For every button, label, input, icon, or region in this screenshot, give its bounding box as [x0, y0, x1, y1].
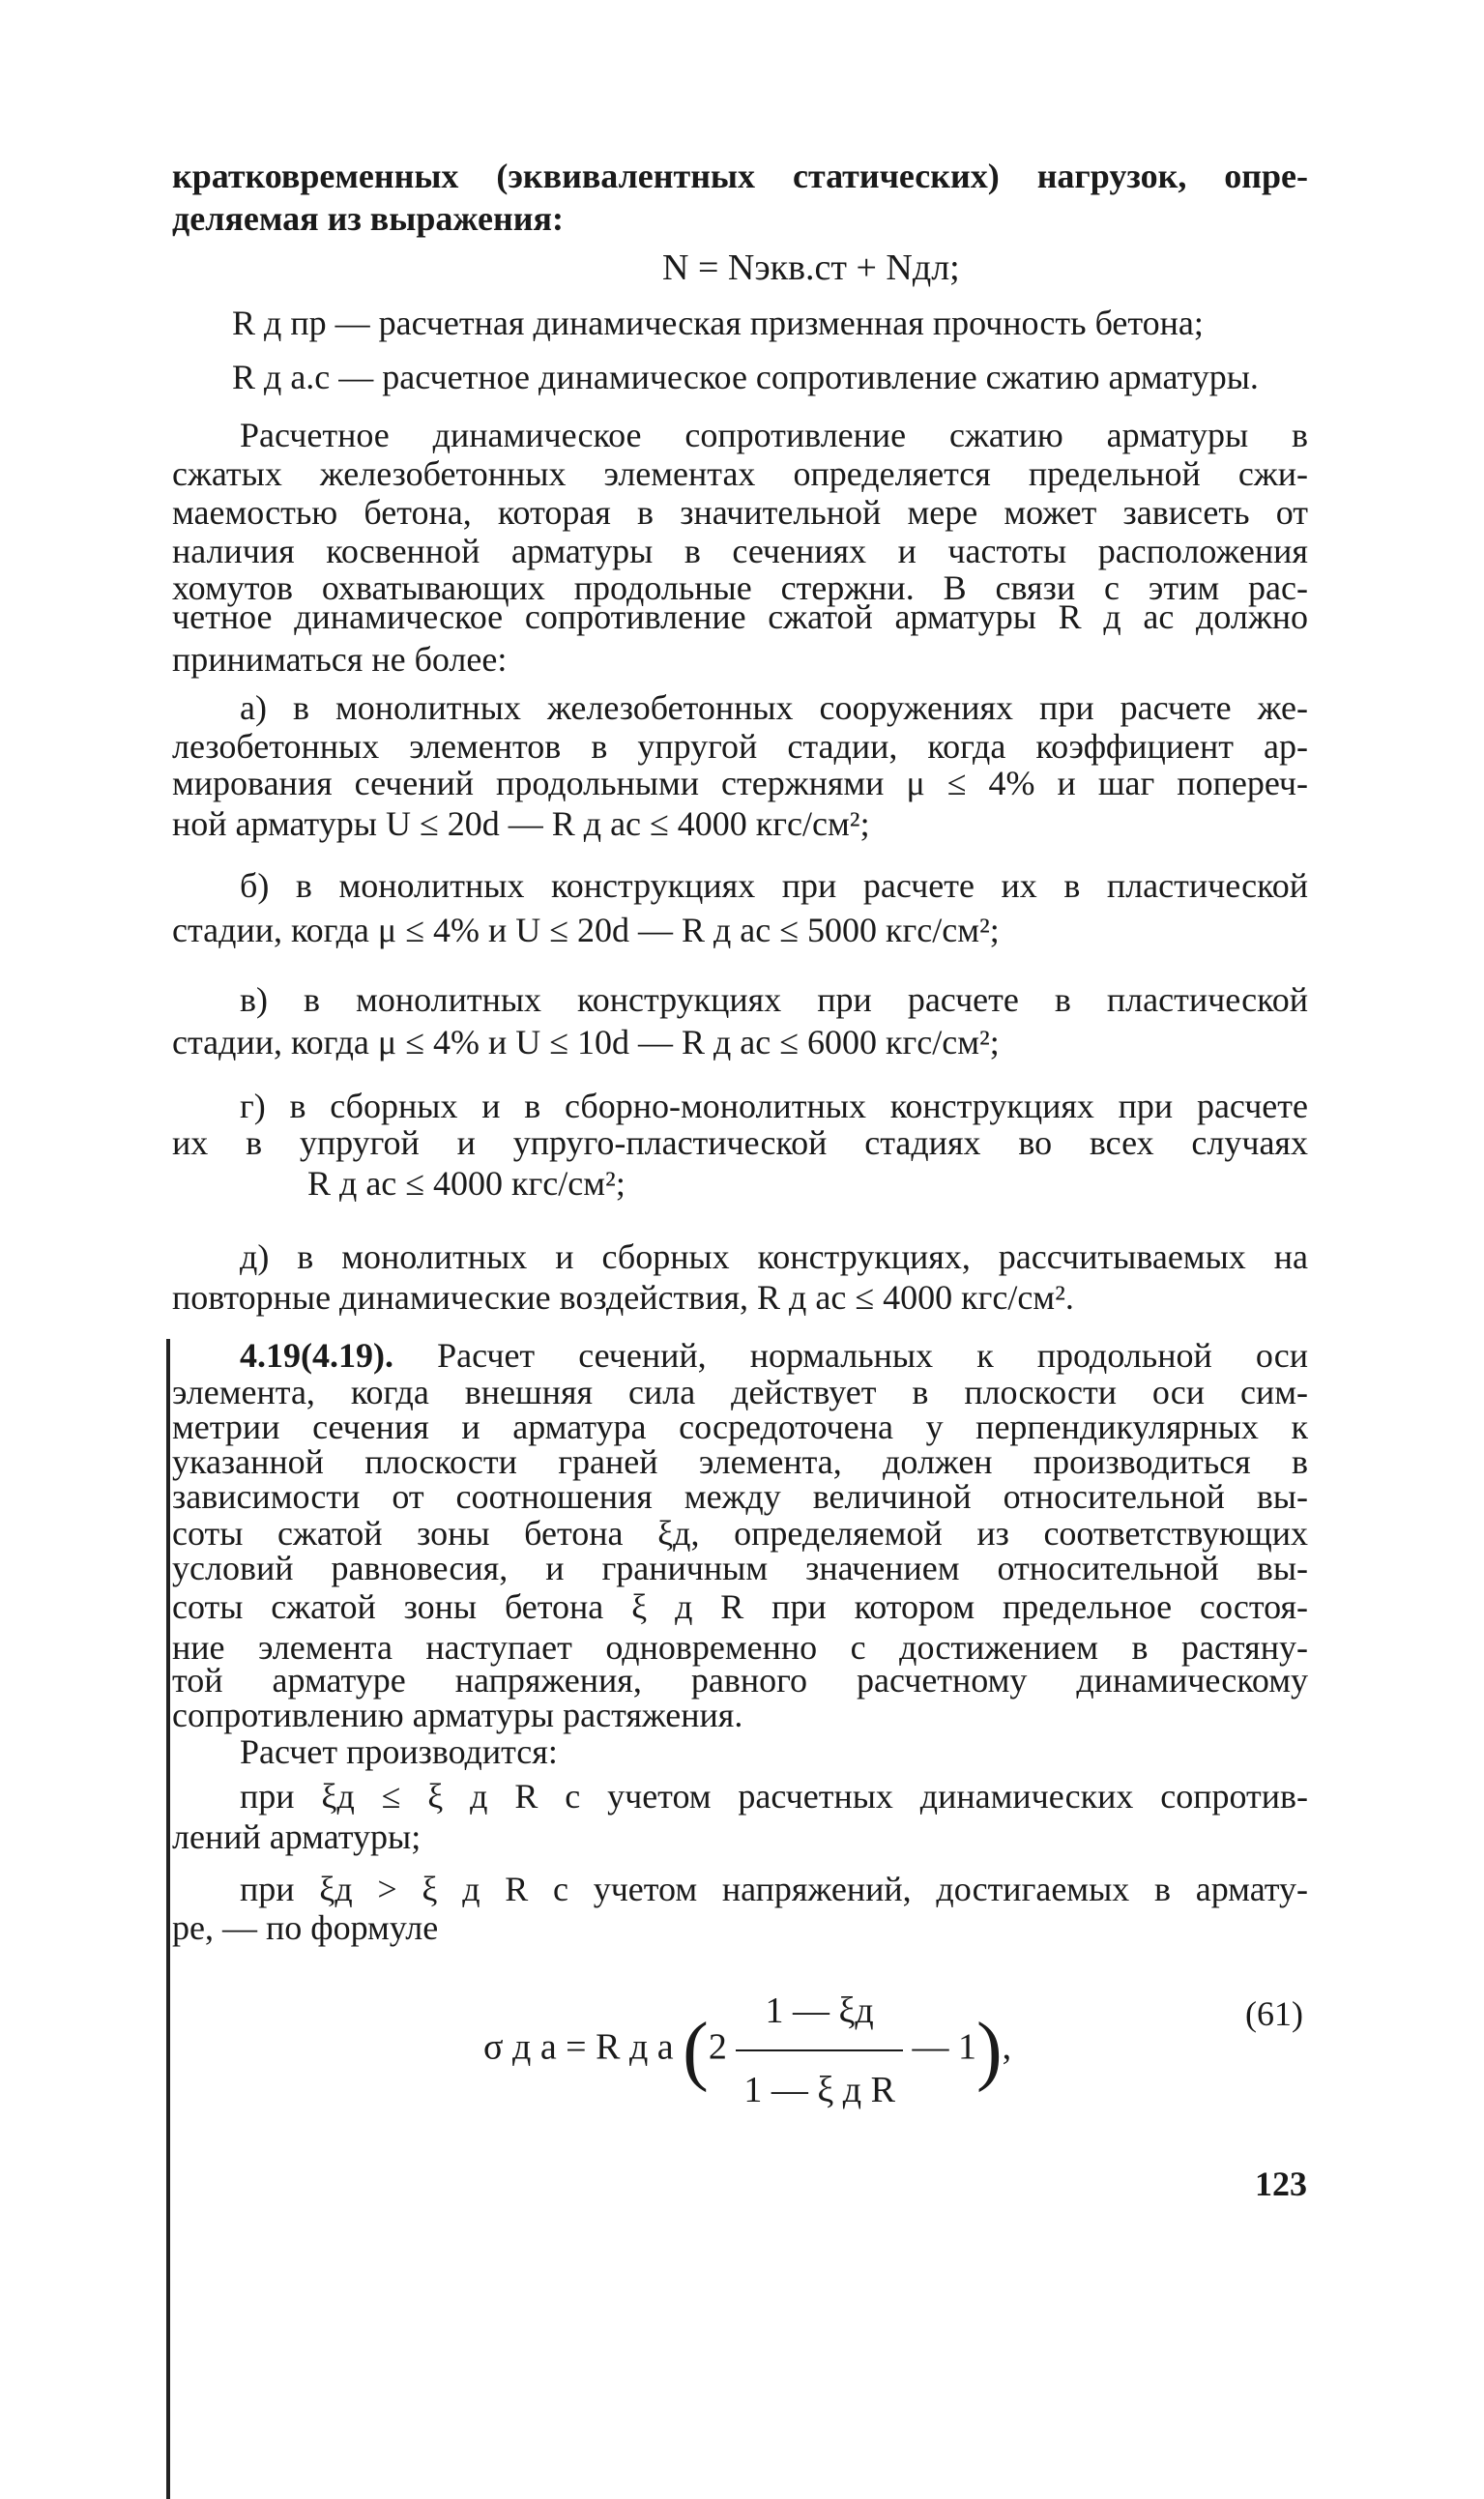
item-b-line-2: стадии, когда μ ≤ 4% и U ≤ 20d — R д ас ≤ 5000 кгс/см²; — [172, 911, 1000, 949]
section-line-1-text: Расчет сечений, нормальных к продольной оси — [437, 1336, 1308, 1375]
item-a-line-3: мирования сечений продольными стержнями μ ≤ 4% и шаг попереч- — [172, 764, 1308, 802]
section-line-6: соты сжатой зоны бетона ξд, определяемой из соответствующих — [172, 1514, 1308, 1553]
section-line-2: элемента, когда внешняя сила действует в плоскости оси сим- — [172, 1373, 1308, 1411]
calc-line-0: Расчет производится: — [240, 1732, 558, 1771]
item-g-line-3: R д ас ≤ 4000 кгс/см²; — [307, 1164, 626, 1203]
calc-line-1: при ξд ≤ ξ д R с учетом расчетных динамических сопротив- — [240, 1777, 1308, 1816]
change-bar — [166, 1339, 170, 2499]
para1-line-1: Расчетное динамическое сопротивление сжатию арматуры в — [240, 416, 1308, 454]
section-line-11: сопротивлению арматуры растяжения. — [172, 1696, 743, 1734]
calc-line-4: ре, — по формуле — [172, 1908, 439, 1947]
section-line-8: соты сжатой зоны бетона ξ д R при котором предельное состоя- — [172, 1587, 1308, 1626]
item-d-line-2: повторные динамические воздействия, R д ас ≤ 4000 кгс/см². — [172, 1278, 1074, 1317]
section-line-9: ние элемента наступает одновременно с достижением в растяну- — [172, 1628, 1308, 1667]
formula-n: N = Nэкв.ст + Nдл; — [662, 247, 960, 288]
formula-61-tail: , — [1002, 2026, 1012, 2068]
calc-line-2: лений арматуры; — [172, 1817, 422, 1856]
formula-61-numerator: 1 — ξд — [736, 1972, 903, 2051]
item-a-line-4: ной арматуры U ≤ 20d — R д ас ≤ 4000 кгс/см²; — [172, 804, 870, 843]
formula-61-denominator: 1 — ξ д R — [743, 2070, 895, 2110]
definition-rac: R д а.с — расчетное динамическое сопротивление сжатию арматуры. — [232, 358, 1259, 396]
para1-line-4: наличия косвенной арматуры в сечениях и частоты расположения — [172, 532, 1308, 570]
section-line-7: условий равновесия, и граничным значением относительной вы- — [172, 1549, 1308, 1587]
item-g-line-1: г) в сборных и в сборно-монолитных конструкциях при расчете — [240, 1087, 1308, 1125]
section-line-3: метрии сечения и арматура сосредоточена у перпендикулярных к — [172, 1408, 1308, 1446]
intro-line-2: деляемая из выражения: — [172, 199, 564, 238]
formula-61 — [483, 1972, 1011, 2129]
item-v-line-2: стадии, когда μ ≤ 4% и U ≤ 10d — R д ас ≤ 6000 кгс/см²; — [172, 1023, 1000, 1061]
para1-line-2: сжатых железобетонных элементах определяется предельной сжи- — [172, 454, 1308, 493]
section-line-5: зависимости от соотношения между величиной относительной вы- — [172, 1477, 1308, 1516]
para1-line-7: приниматься не более: — [172, 640, 508, 679]
item-v-line-1: в) в монолитных конструкциях при расчете в пластической — [240, 980, 1308, 1019]
section-line-10: той арматуре напряжения, равного расчетному динамическому — [172, 1661, 1308, 1700]
definition-rpr: R д пр — расчетная динамическая призменная прочность бетона; — [232, 304, 1204, 342]
para1-line-3: маемостью бетона, которая в значительной мере может зависеть от — [172, 493, 1308, 532]
formula-61-minus-one: — 1 — [912, 2026, 976, 2068]
formula-61-fraction — [736, 1972, 903, 2129]
intro-line-1: кратковременных (эквивалентных статических) нагрузок, опре- — [172, 157, 1308, 195]
right-paren-icon: ) — [975, 2008, 1003, 2093]
item-a-line-1: а) в монолитных железобетонных сооружениях при расчете же- — [240, 688, 1308, 727]
formula-61-two: 2 — [708, 2026, 727, 2068]
section-line-4: указанной плоскости граней элемента, должен производиться в — [172, 1442, 1308, 1481]
para1-line-6: четное динамическое сопротивление сжатой арматуры R д ас должно — [172, 597, 1308, 636]
left-paren-icon: ( — [683, 2008, 709, 2093]
formula-61-lhs: σ д а = R д а — [483, 2026, 674, 2068]
calc-line-3: при ξд > ξ д R с учетом напряжений, достигаемых в армату- — [240, 1870, 1308, 1908]
formula-61-number: (61) — [1245, 1994, 1303, 2033]
item-b-line-1: б) в монолитных конструкциях при расчете их в пластической — [240, 866, 1308, 905]
item-g-line-2: их в упругой и упруго-пластической стадиях во всех случаях — [172, 1123, 1308, 1162]
page-number: 123 — [1255, 2165, 1307, 2203]
item-a-line-2: лезобетонных элементов в упругой стадии, когда коэффициент ар- — [172, 727, 1308, 766]
item-d-line-1: д) в монолитных и сборных конструкциях, рассчитываемых на — [240, 1237, 1308, 1276]
para1-line-5: хомутов охватывающих продольные стержни. В связи с этим рас- — [172, 568, 1308, 607]
section-number: 4.19(4.19). — [240, 1336, 393, 1375]
